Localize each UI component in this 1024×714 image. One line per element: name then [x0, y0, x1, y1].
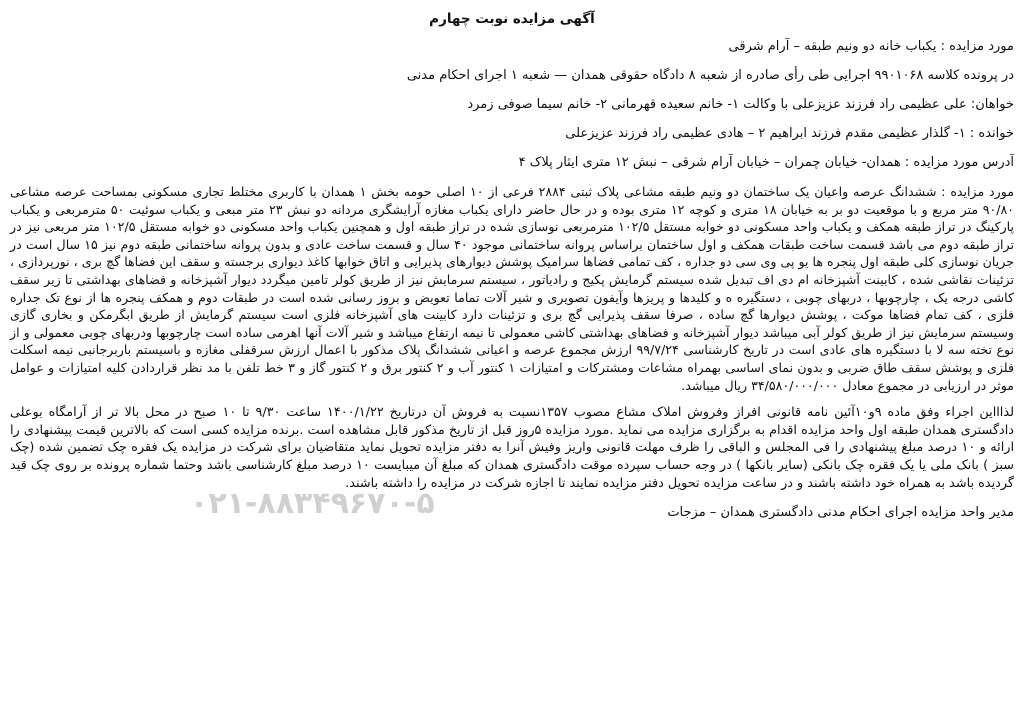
signature-line: مدیر واحد مزایده اجرای احکام مدنی دادگستری همدان – مزجات: [667, 505, 1014, 521]
property-address-line: آدرس مورد مزایده : همدان- خیابان چمران – خیابان آرام شرقی – نبش ۱۲ متری ایثار پلاک ۴: [518, 155, 1014, 170]
phone-watermark: ۰۲۱-۸۸۳۴۹۶۷۰-۵: [190, 486, 435, 521]
case-file-line: در پرونده کلاسه ۹۹۰۱۰۶۸ اجرایی طی رأی صادره از شعبه ۸ دادگاه حقوقی همدان — شعبه ۱ اجرای احکام مدنی: [406, 68, 1014, 83]
auction-subject-line: مورد مزایده : یکباب خانه دو ونیم طبقه – آرام شرقی: [728, 39, 1014, 54]
plaintiff-line: خواهان: علی عظیمی راد فرزند عزیزعلی با وکالت ۱- خانم سعیده قهرمانی ۲- خانم سیما صوفی زمرد: [467, 97, 1014, 112]
property-description: مورد مزایده : ششدانگ عرصه واعیان یک ساختمان دو ونیم طبقه مشاعی پلاک ثبتی ۲۸۸۴ فرعی از ۱۰ اصلی حومه بخش ۱ همدان با کاربری مختلط تجاری مسکونی بمساحت عرصه مشاعی ۹۰/۸۰ متر مربع و با موقعیت دو بر به خیابان ۱۸ متری و کوچه ۱۲ متری بوده و در حال حاضر دارای یکباب مغازه آرایشگری مردانه دو نبش ۲۳ متر مبعی و یکباب سوئیت ۵۰ مترمربعی و یکباب پارکینگ در تراز طبقه همکف و یکباب واحد مسکونی دو خوابه مستقل ۱۰۲/۵ مترمربعی نوسازی شده در تراز طبقه اول و همچنین یکباب واحد مسکونی دو خوابه مستقل ۱۰۲/۵ متر مربعی نیز در تراز طبقه دوم می باشد قسمت ساخت طبقات همکف و اول ساختمان براساس پروانه ساختمانی موجود ۴۰ سال و قسمت ساخت عادی و بدون پروانه ساختمانی طبقه دوم نیز ۱۵ سال است در جریان نوسازی کلی طبقه اول پنجره ها یو پی وی سی دو جداره ، کف تمامی فضاها سرامیک پوشش دیوارهای پذیرایی و اتاق خوابها کاغذ دیواری برجسته و سقف این فضاها گچ بری ، نورپردازی ، تزئینات نقاشی شده ، کابینت آشپزخانه ام دی اف تبدیل شده سیستم گرمایش پکیج و رادیاتور ، سیستم سرمایش نیز از طریق کولر تامین میگردد دیوار آشپزخانه و فضاهای بهداشتی تا زیر سقف کاشی درجه یک ، چارچوبها ، دربهای چوبی ، دستگیره ه و کلیدها و پریزها وآیفون تصویری و شیر آلات تماما تعویض و بروز رسانی شده است در طبقات دوم و همکف پنجره ها از نوع تک جداره فلزی ، کف تمام فضاها موکت ، پوشش دیوارها گچ ساده ، صرفا سقف پذیرایی گچ بری و تزئینات دارد کابینت های آشپزخانه فلزی است سیستم گرمایش از طریق ابگرمکن و بخاری گازی وسیستم سرمایش نیز از طریق کولر آبی میباشد دیوار آشپزخانه و فضاهای بهداشتی کاشی معمولی تا نیمه ارتفاع میباشد و شیر آلات آنها اهرمی ساده است چارچوبها ودربهای چوبی معمولی و از نوع تخته سه لا با دستگیره های عادی است در تاریخ کارشناسی ۹۹/۷/۲۴ ارزش مجموع عرصه و اعیانی ششدانگ پلاک مذکور با اعمال ارزش سرقفلی مغازه و باسیستم باربرجانبی نیمه اسکلت فلزی و پوشش سقف طاق ضربی و بدون نمای اساسی بهمراه مشاعات ومشترکات و امتیازات ۱ کنتور آب و ۲ کنتور برق و ۲ کنتور گاز و ۳ خط تلفن با مد نظر قراردادن کلیه امتیازات و عوامل موثر در ارزیابی در مجموع معادل ۳۴/۵۸۰/۰۰۰/۰۰۰ ریال میباشد.: [10, 184, 1015, 393]
auction-terms: لذاااین اجراء وفق ماده ۹و۱۰آئین نامه قانونی افراز وفروش املاک مشاع مصوب ۱۳۵۷نسبت به فروش آن درتاریخ ۱۴۰۰/۱/۲۲ ساعت ۹/۳۰ تا ۱۰ صبح در محل بالا تر از آرامگاه بوعلی دادگستری همدان طبقه اول واحد مزایده اقدام به برگزاری مزایده می نماید .مورد مزایده ۵روز قبل از تاریخ مذکور قابل مشاهده است .برنده مزایده کسی است که بالاترین قیمت پیشنهادی را ارائه و ۱۰ درصد مبلغ پیشنهادی را فی المجلس و الباقی را ظرف مهلت قانونی واریز وفیش آنرا به دفتر مزایده تحویل نماید متقاضیان برای شرکت در مزایده یک فقره چک تضمین شده (چک سبز ) بانک ملی یا یک فقره چک بانکی (سایر بانکها ) در وجه حساب سپرده موقت دادگستری همدان که مبلغ آن میبایست ۱۰ درصد مبلغ کارشناسی باشد وحتما شماره پرونده بر روی چک قید گردیده باشد به همراه خود داشته باشند و در ساعت مزایده تحویل دفتر مزایده نمایند تا اجازه شرکت در مزایده را داشته باشند.: [10, 405, 1015, 491]
notice-title: آگهی مزایده نوبت چهارم: [429, 11, 595, 27]
defendant-line: خوانده : ۱- گلذار عظیمی مقدم فرزند ابراهیم ۲ – هادی عظیمی راد فرزند عزیزعلی: [565, 126, 1014, 141]
